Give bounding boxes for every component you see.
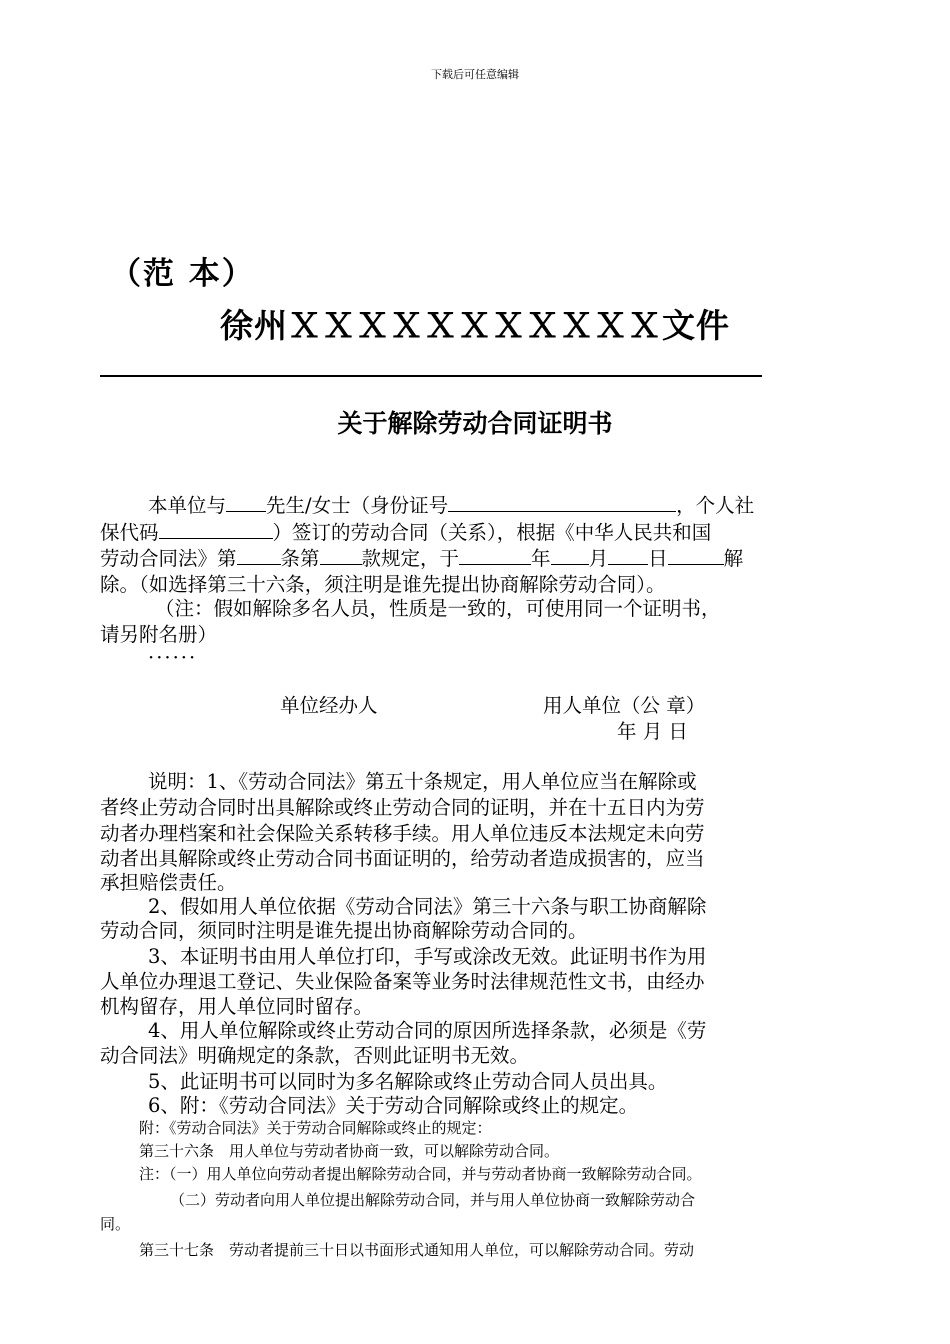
body-text: 劳动合同法》第: [100, 547, 237, 570]
appendix-line: 第三十六条 用人单位与劳动者协商一致，可以解除劳动合同。: [139, 1142, 560, 1160]
signature-handler: 单位经办人: [280, 694, 378, 717]
document-title: 关于解除劳动合同证明书: [337, 409, 613, 438]
blank-id-number: [448, 493, 676, 512]
body-text: 条第: [280, 547, 320, 570]
body-line-6: 请另附名册）: [100, 623, 218, 646]
note-line: 说明：1、《劳动合同法》第五十条规定，用人单位应当在解除或: [148, 770, 697, 793]
note-line: 承担赔偿责任。: [100, 871, 237, 894]
blank-name: [226, 493, 266, 512]
body-text: 月: [588, 547, 609, 570]
body-text: 先生/女士（身份证号: [266, 494, 449, 517]
sample-label: （范 本）: [110, 256, 255, 292]
body-line-3: [100, 543, 743, 571]
note-line: 劳动合同，须同时注明是谁先提出协商解除劳动合同的。: [100, 919, 588, 942]
appendix-line: 附：《劳动合同法》关于劳动合同解除或终止的规定：: [139, 1119, 492, 1137]
body-text: 解: [723, 547, 744, 570]
body-text: 日: [648, 547, 668, 570]
body-text: ，个人社: [676, 494, 755, 517]
signature-date: 年 月 日: [617, 720, 688, 743]
body-line-1: [148, 490, 754, 518]
header-rule: [100, 375, 762, 377]
blank-day: [608, 546, 648, 565]
note-line: 者终止劳动合同时出具解除或终止劳动合同的证明，并在十五日内为劳: [100, 796, 705, 819]
appendix-line: 注：（一）用人单位向劳动者提出解除劳动合同，并与劳动者协商一致解除劳动合同。: [139, 1165, 702, 1183]
note-line: 4、用人单位解除或终止劳动合同的原因所选择条款，必须是《劳: [148, 1019, 707, 1042]
note-line: 2、假如用人单位依据《劳动合同法》第三十六条与职工协商解除: [148, 895, 707, 918]
blank-clause: [320, 546, 362, 565]
blank-tail: [668, 546, 724, 565]
appendix-line: 同。: [100, 1215, 131, 1233]
body-line-4: 除。（如选择第三十六条，须注明是谁先提出协商解除劳动合同）。: [100, 573, 666, 596]
body-line-5: （注：假如解除多名人员，性质是一致的，可使用同一个证明书，: [155, 597, 721, 620]
body-line-2: [100, 517, 711, 545]
blank-month: [551, 546, 589, 565]
note-line: 人单位办理退工登记、失业保险备案等业务时法律规范性文书，由经办: [100, 970, 705, 993]
blank-social-code: [159, 520, 273, 539]
ellipsis: ······: [148, 646, 198, 669]
note-line: 动合同法》明确规定的条款，否则此证明书无效。: [100, 1044, 530, 1067]
blank-year: [459, 546, 531, 565]
note-line: 机构留存，用人单位同时留存。: [100, 995, 374, 1018]
header-note: 下载后可任意编辑: [431, 68, 519, 81]
appendix-line: （二）劳动者向用人单位提出解除劳动合同，并与用人单位协商一致解除劳动合: [170, 1191, 696, 1209]
org-title: 徐州ＸＸＸＸＸＸＸＸＸＸＸ文件: [220, 306, 730, 345]
note-line: 动者办理档案和社会保险关系转移手续。用人单位违反本法规定未向劳: [100, 822, 705, 845]
signature-employer: 用人单位（公 章）: [543, 694, 706, 717]
body-text: 款规定，于: [361, 547, 460, 570]
note-line: 3、本证明书由用人单位打印，手写或涂改无效。此证明书作为用: [148, 945, 707, 968]
body-text: 年: [531, 547, 551, 570]
note-line: 5、此证明书可以同时为多名解除或终止劳动合同人员出具。: [148, 1070, 668, 1093]
note-line: 动者出具解除或终止劳动合同书面证明的，给劳动者造成损害的，应当: [100, 847, 705, 870]
blank-article: [237, 546, 281, 565]
body-text: ）签订的劳动合同（关系），根据《中华人民共和国: [272, 521, 712, 544]
appendix-line: 第三十七条 劳动者提前三十日以书面形式通知用人单位，可以解除劳动合同。劳动: [139, 1241, 695, 1259]
note-line: 6、附：《劳动合同法》关于劳动合同解除或终止的规定。: [148, 1094, 639, 1117]
body-text: 本单位与: [148, 494, 227, 517]
body-text: 保代码: [100, 521, 159, 544]
